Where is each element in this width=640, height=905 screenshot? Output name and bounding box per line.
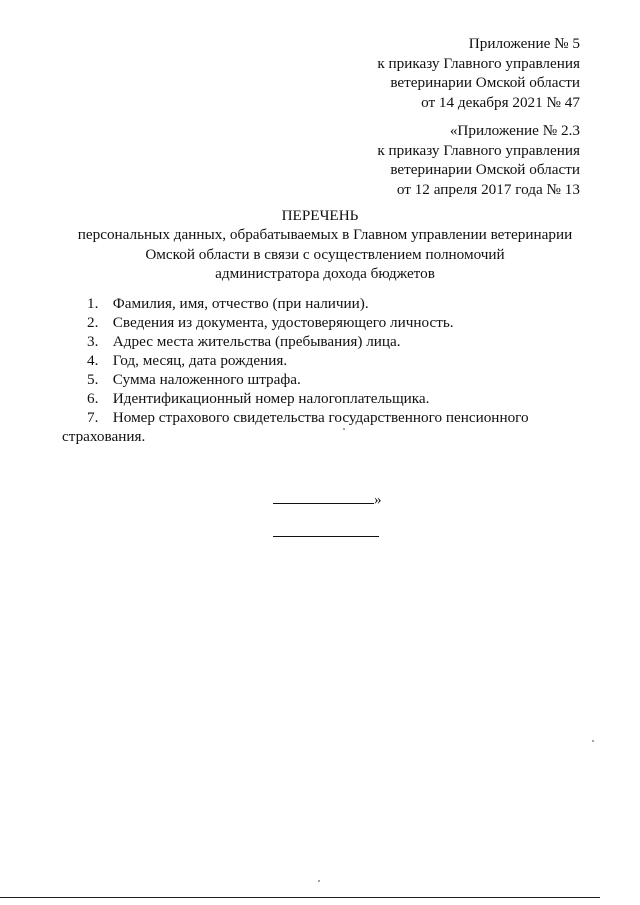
list-item-text: Адрес места жительства (пребывания) лица. (112, 333, 401, 350)
appendix-date: от 14 декабря 2021 № 47 (421, 93, 580, 111)
list-item-text: Сведения из документа, удостоверяющего личность. (112, 314, 454, 331)
list-item-text: Сумма наложенного штрафа. (112, 371, 301, 388)
list-item (87, 351, 567, 370)
subtitle-line: Омской области в связи с осуществлением полномочий (145, 245, 505, 263)
list-item (62, 408, 567, 446)
scan-speck (318, 880, 320, 882)
list-item (87, 313, 567, 332)
list-item (87, 370, 567, 389)
appendix-header-original (377, 121, 580, 199)
appendix-header-current (377, 34, 580, 112)
list-item-text: Номер страхового свидетельства государственного пенсионного (112, 409, 529, 426)
list-item-number: 1. (87, 295, 99, 312)
document-title: ПЕРЕЧЕНЬ (281, 207, 359, 224)
list-item (87, 294, 567, 313)
list-item (87, 389, 567, 408)
appendix-order-ref: к приказу Главного управления (377, 54, 580, 72)
appendix-number: «Приложение № 2.3 (449, 122, 580, 139)
bottom-scan-edge (0, 897, 600, 898)
document-subtitle (60, 225, 590, 284)
appendix-authority: ветеринарии Омской области (390, 161, 580, 178)
blank-line (273, 491, 374, 504)
list-item-text: Год, месяц, дата рождения. (112, 352, 288, 369)
scan-speck (592, 740, 594, 742)
list-item-number: 6. (87, 390, 99, 407)
list-item-text: Фамилия, имя, отчество (при наличии). (112, 295, 369, 312)
personal-data-list (62, 294, 567, 446)
list-item-number: 5. (87, 371, 99, 388)
list-item-number: 2. (87, 314, 99, 331)
list-item-continuation: страхования. (62, 428, 146, 445)
appendix-number: Приложение № 5 (468, 35, 580, 52)
appendix-date: от 12 апреля 2017 года № 13 (396, 180, 580, 198)
scan-speck (343, 428, 345, 430)
list-item-number: 4. (87, 352, 99, 369)
list-item-number: 7. (87, 409, 99, 426)
closing-quote-mark: » (374, 491, 382, 508)
appendix-order-ref: к приказу Главного управления (377, 141, 580, 159)
appendix-authority: ветеринарии Омской области (390, 74, 580, 91)
list-item (87, 332, 567, 351)
subtitle-line: персональных данных, обрабатываемых в Главном управлении ветеринарии (77, 226, 573, 243)
list-item-number: 3. (87, 333, 99, 350)
subtitle-line: администратора дохода бюджетов (215, 265, 435, 282)
separator-line (273, 536, 379, 537)
closing-signature-line (273, 490, 382, 509)
list-item-text: Идентификационный номер налогоплательщика. (112, 390, 430, 407)
